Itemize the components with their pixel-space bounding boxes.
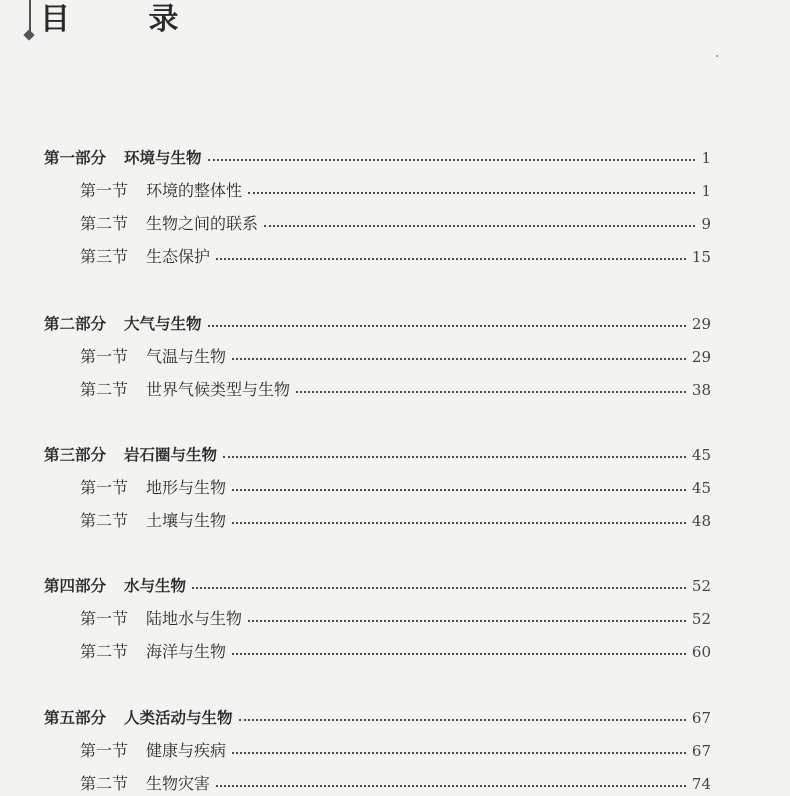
page-number: 29 [691, 315, 711, 333]
toc-section-entry[interactable] [80, 179, 711, 203]
page-number: 60 [691, 643, 711, 661]
page-number: 1 [701, 182, 711, 200]
section-title: 生态保护 [146, 247, 211, 266]
toc-section-entry[interactable] [80, 245, 711, 269]
page-number: 67 [691, 742, 711, 760]
page-number: 38 [691, 381, 711, 399]
toc-section-entry[interactable] [80, 378, 711, 402]
section-title: 地形与生物 [146, 478, 227, 497]
dot-leader [192, 587, 686, 589]
toc-section-entry[interactable] [80, 345, 711, 369]
toc-section-entry[interactable] [80, 212, 711, 236]
dot-leader [216, 785, 686, 787]
part-title: 岩石圈与生物 [124, 446, 218, 464]
page-number: 15 [691, 248, 711, 266]
part-title: 大气与生物 [124, 315, 202, 333]
section-title: 气温与生物 [146, 347, 227, 366]
part-label: 第四部分 [44, 577, 107, 595]
toc-section-entry[interactable] [80, 509, 711, 533]
part-title: 水与生物 [124, 577, 187, 595]
toc-section-entry[interactable] [80, 607, 711, 631]
toc-section-entry[interactable] [80, 772, 711, 796]
section-label: 第三节 [80, 247, 129, 266]
page-number: 52 [691, 610, 711, 628]
section-title: 海洋与生物 [146, 642, 227, 661]
section-label: 第二节 [80, 774, 129, 793]
section-label: 第一节 [80, 609, 129, 628]
part-title: 人类活动与生物 [124, 709, 233, 727]
diamond-ornament-icon [23, 29, 34, 40]
dot-leader [232, 653, 686, 655]
page-number: 45 [691, 446, 711, 464]
page-number: 45 [691, 479, 711, 497]
dot-leader [216, 258, 686, 260]
dot-leader [208, 159, 696, 161]
part-label: 第三部分 [44, 446, 107, 464]
toc-section-entry[interactable] [80, 476, 711, 500]
page-number: 74 [691, 775, 711, 793]
section-label: 第一节 [80, 347, 129, 366]
page-number: 9 [701, 215, 711, 233]
dot-leader [239, 719, 686, 721]
toc-part-entry[interactable] [44, 146, 711, 170]
toc-part-entry[interactable] [44, 706, 711, 730]
toc-part-entry[interactable] [44, 574, 711, 598]
print-speck [716, 55, 718, 57]
part-label: 第一部分 [44, 149, 107, 167]
page-number: 48 [691, 512, 711, 530]
section-title: 世界气候类型与生物 [146, 380, 291, 399]
section-label: 第一节 [80, 741, 129, 760]
section-title: 环境的整体性 [146, 181, 243, 200]
part-title: 环境与生物 [124, 149, 202, 167]
toc-section-entry[interactable] [80, 739, 711, 763]
page-number: 29 [691, 348, 711, 366]
toc-section-entry[interactable] [80, 640, 711, 664]
dot-leader [208, 325, 686, 327]
dot-leader [264, 225, 695, 227]
part-label: 第二部分 [44, 315, 107, 333]
page-number: 52 [691, 577, 711, 595]
page-number: 1 [701, 149, 711, 167]
page-title: 目 录 [40, 2, 213, 37]
dot-leader [232, 752, 686, 754]
section-label: 第二节 [80, 642, 129, 661]
section-label: 第二节 [80, 214, 129, 233]
dot-leader [223, 456, 686, 458]
section-title: 陆地水与生物 [146, 609, 243, 628]
section-title: 健康与疾病 [146, 741, 227, 760]
part-label: 第五部分 [44, 709, 107, 727]
header [0, 0, 790, 50]
dot-leader [296, 391, 686, 393]
dot-leader [232, 489, 686, 491]
toc-part-entry[interactable] [44, 443, 711, 467]
dot-leader [248, 192, 695, 194]
section-label: 第二节 [80, 380, 129, 399]
section-title: 生物之间的联系 [146, 214, 259, 233]
section-title: 生物灾害 [146, 774, 211, 793]
section-title: 土壤与生物 [146, 511, 227, 530]
section-label: 第一节 [80, 478, 129, 497]
dot-leader [248, 620, 686, 622]
dot-leader [232, 358, 686, 360]
section-label: 第一节 [80, 181, 129, 200]
section-label: 第二节 [80, 511, 129, 530]
toc-part-entry[interactable] [44, 312, 711, 336]
dot-leader [232, 522, 686, 524]
page-number: 67 [691, 709, 711, 727]
